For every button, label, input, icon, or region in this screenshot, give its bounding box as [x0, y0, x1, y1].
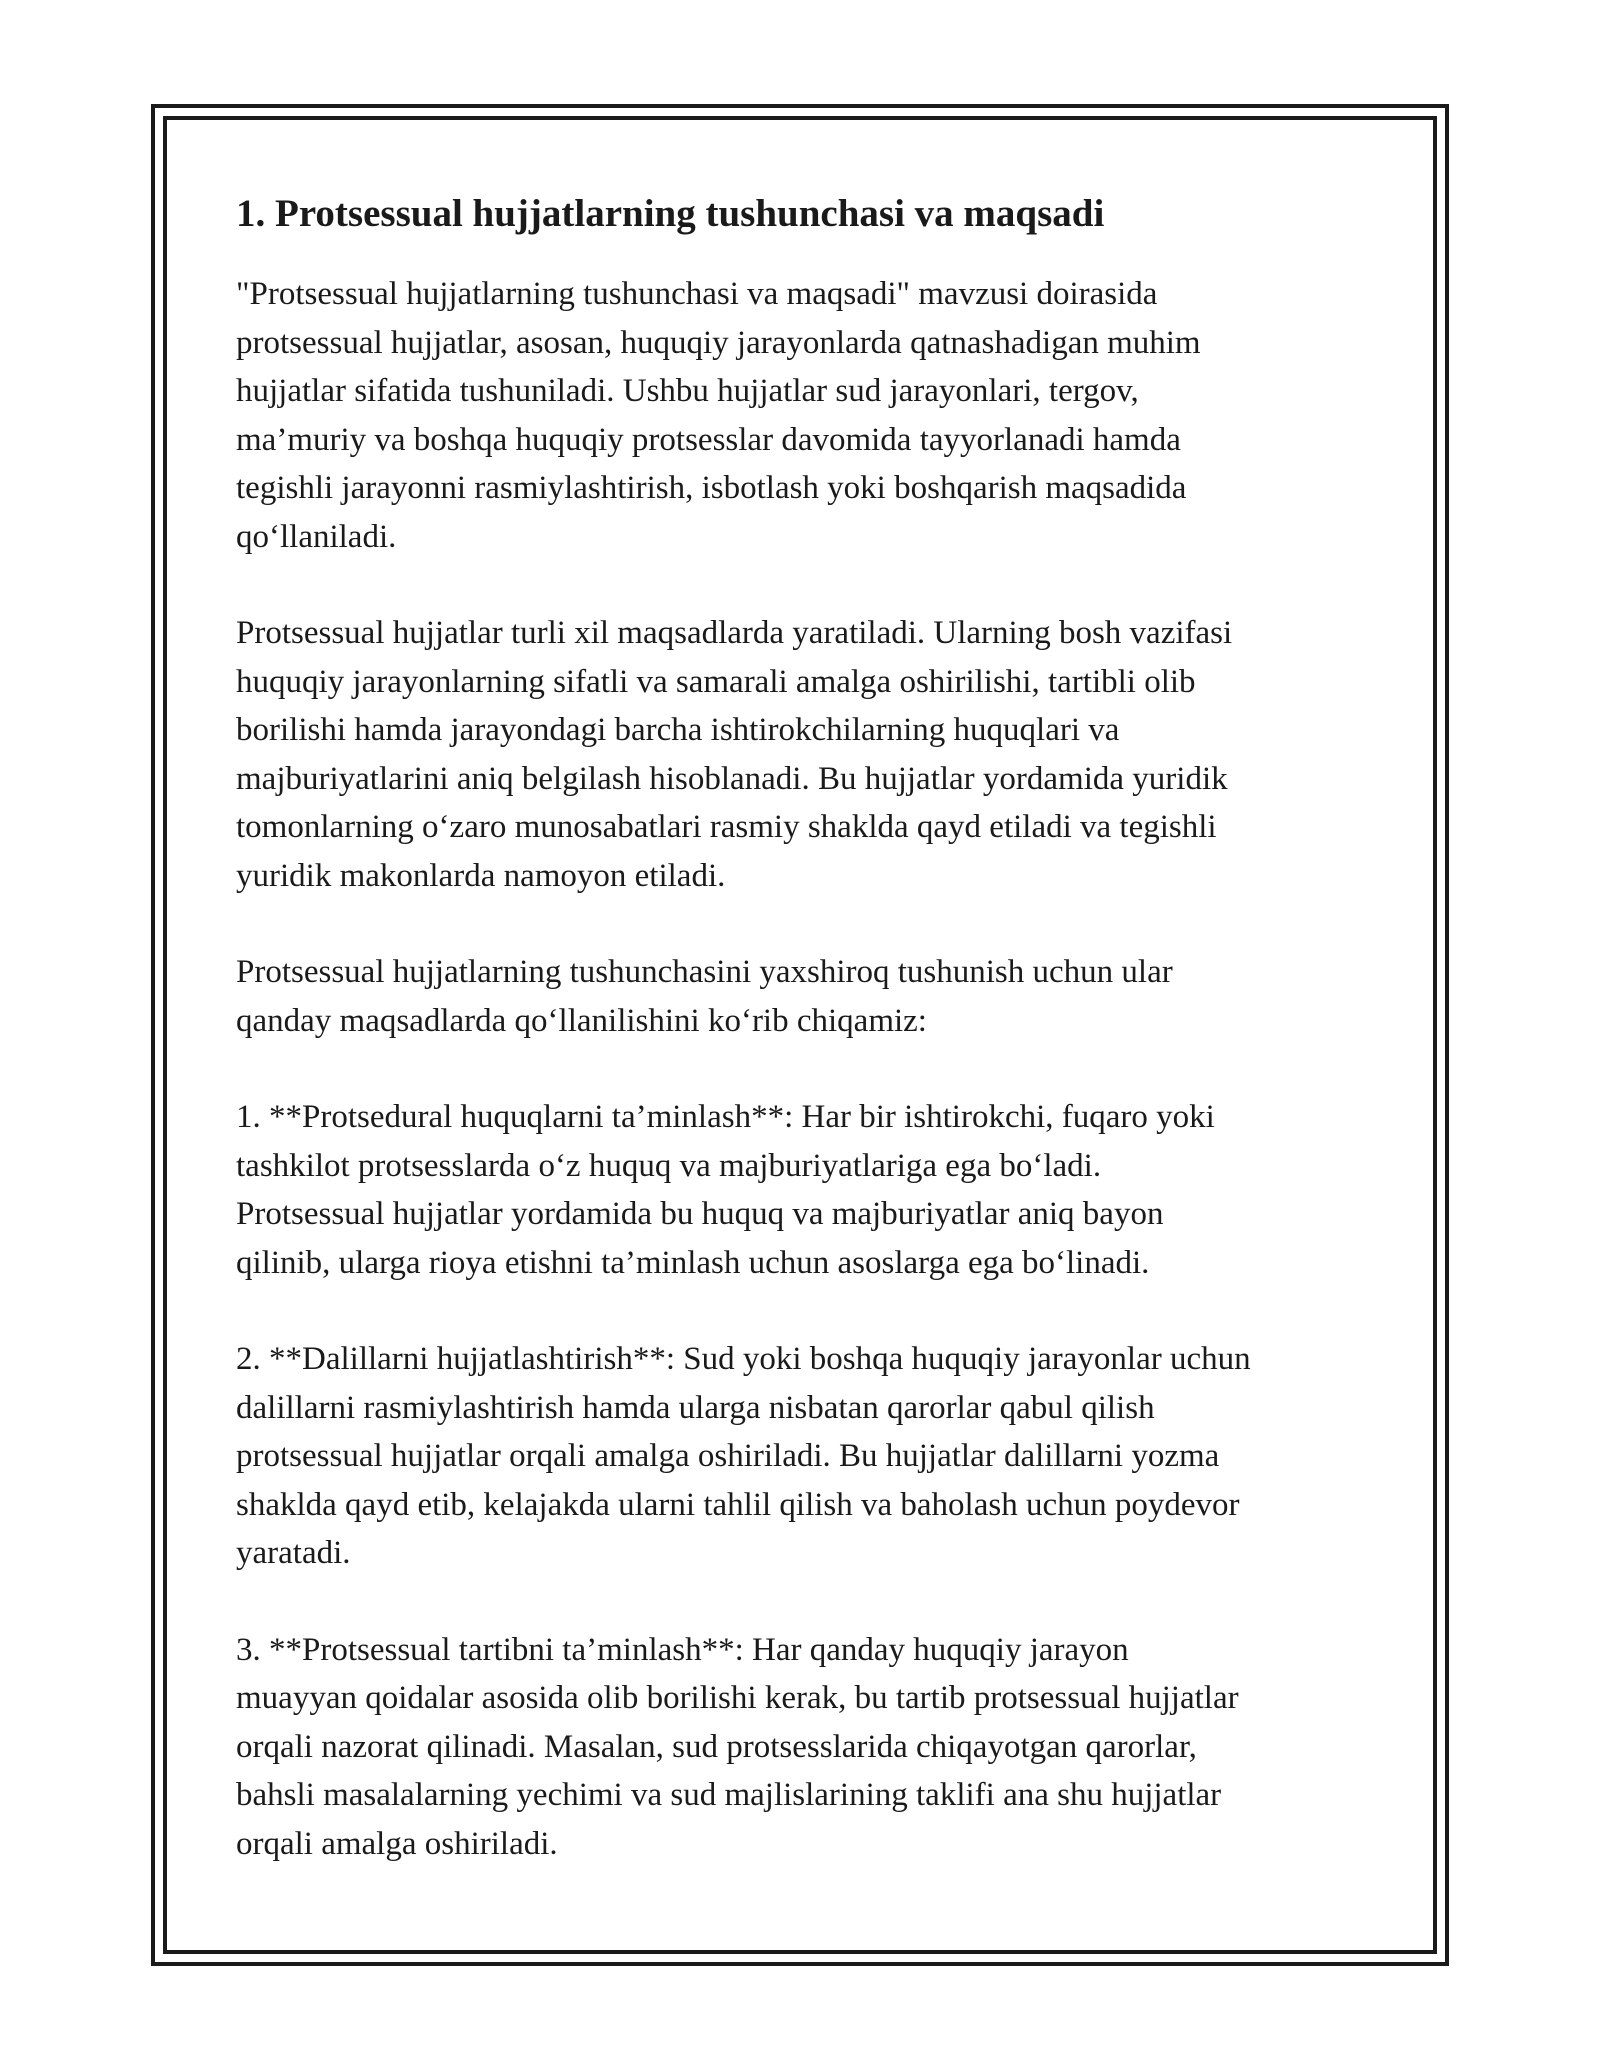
text-line: qilinib, ularga rioya etishni ta’minlash uchun asoslarga ega bo‘linadi. — [236, 1244, 1150, 1281]
paragraph-lead-in — [236, 948, 1386, 1045]
text-line: qanday maqsadlarda qo‘llanilishini ko‘rib chiqamiz: — [236, 1002, 927, 1039]
text-line: ma’muriy va boshqa huquqiy protsesslar davomida tayyorlanadi hamda — [236, 421, 1181, 458]
text-line: orqali nazorat qilinadi. Masalan, sud protsesslarida chiqayotgan qarorlar, — [236, 1728, 1197, 1765]
text-line: huquqiy jarayonlarning sifatli va samarali amalga oshirilishi, tartibli olib — [236, 663, 1196, 700]
document-title: 1. Protsessual hujjatlarning tushunchasi va maqsadi — [236, 192, 1105, 235]
text-line: muayyan qoidalar asosida olib borilishi kerak, bu tartib protsessual hujjatlar — [236, 1680, 1239, 1716]
text-line: qo‘llaniladi. — [236, 518, 397, 555]
text-line: yuridik makonlarda namoyon etiladi. — [236, 857, 726, 894]
text-line: Protsessual hujjatlarning tushunchasini yaxshiroq tushunish uchun ular — [236, 954, 1173, 990]
list-item-2 — [236, 1335, 1386, 1578]
text-line: hujjatlar sifatida tushuniladi. Ushbu hujjatlar sud jarayonlari, tergov, — [236, 373, 1139, 409]
text-line: tomonlarning o‘zaro munosabatlari rasmiy shaklda qayd etiladi va tegishli — [236, 809, 1217, 845]
text-line: tashkilot protsesslarda o‘z huquq va majburiyatlariga ega bo‘ladi. — [236, 1147, 1102, 1184]
paragraph-purposes — [236, 609, 1386, 900]
text-line: orqali amalga oshiriladi. — [236, 1825, 558, 1862]
text-line: yaratadi. — [236, 1535, 351, 1571]
text-line: 2. **Dalillarni hujjatlashtirish**: Sud yoki boshqa huquqiy jarayonlar uchun — [236, 1341, 1251, 1377]
list-item-1 — [236, 1093, 1386, 1287]
text-line: Protsessual hujjatlar yordamida bu huquq va majburiyatlar aniq bayon — [236, 1196, 1164, 1232]
text-line: bahsli masalalarning yechimi va sud majlislarining taklifi ana shu hujjatlar — [236, 1777, 1222, 1813]
text-line: dalillarni rasmiylashtirish hamda ularga nisbatan qarorlar qabul qilish — [236, 1389, 1155, 1426]
text-line: 3. **Protsessual tartibni ta’minlash**: Har qanday huquqiy jarayon — [236, 1631, 1129, 1668]
text-line: majburiyatlarini aniq belgilash hisoblanadi. Bu hujjatlar yordamida yuridik — [236, 760, 1228, 797]
paragraph-intro — [236, 270, 1386, 561]
text-line: borilishi hamda jarayondagi barcha ishtirokchilarning huquqlari va — [236, 712, 1120, 748]
text-line: protsessual hujjatlar orqali amalga oshiriladi. Bu hujjatlar dalillarni yozma — [236, 1438, 1220, 1474]
text-line: tegishli jarayonni rasmiylashtirish, isbotlash yoki boshqarish maqsadida — [236, 470, 1187, 506]
text-line: "Protsessual hujjatlarning tushunchasi va maqsadi" mavzusi doirasida — [236, 276, 1158, 312]
list-item-3 — [236, 1626, 1386, 1869]
text-line: 1. **Protsedural huquqlarni ta’minlash**: Har bir ishtirokchi, fuqaro yoki — [236, 1099, 1215, 1135]
text-line: shaklda qayd etib, kelajakda ularni tahlil qilish va baholash uchun poydevor — [236, 1486, 1240, 1523]
document-body — [236, 188, 1386, 1916]
text-line: protsessual hujjatlar, asosan, huquqiy jarayonlarda qatnashadigan muhim — [236, 324, 1201, 361]
text-line: Protsessual hujjatlar turli xil maqsadlarda yaratiladi. Ularning bosh vazifasi — [236, 615, 1233, 651]
